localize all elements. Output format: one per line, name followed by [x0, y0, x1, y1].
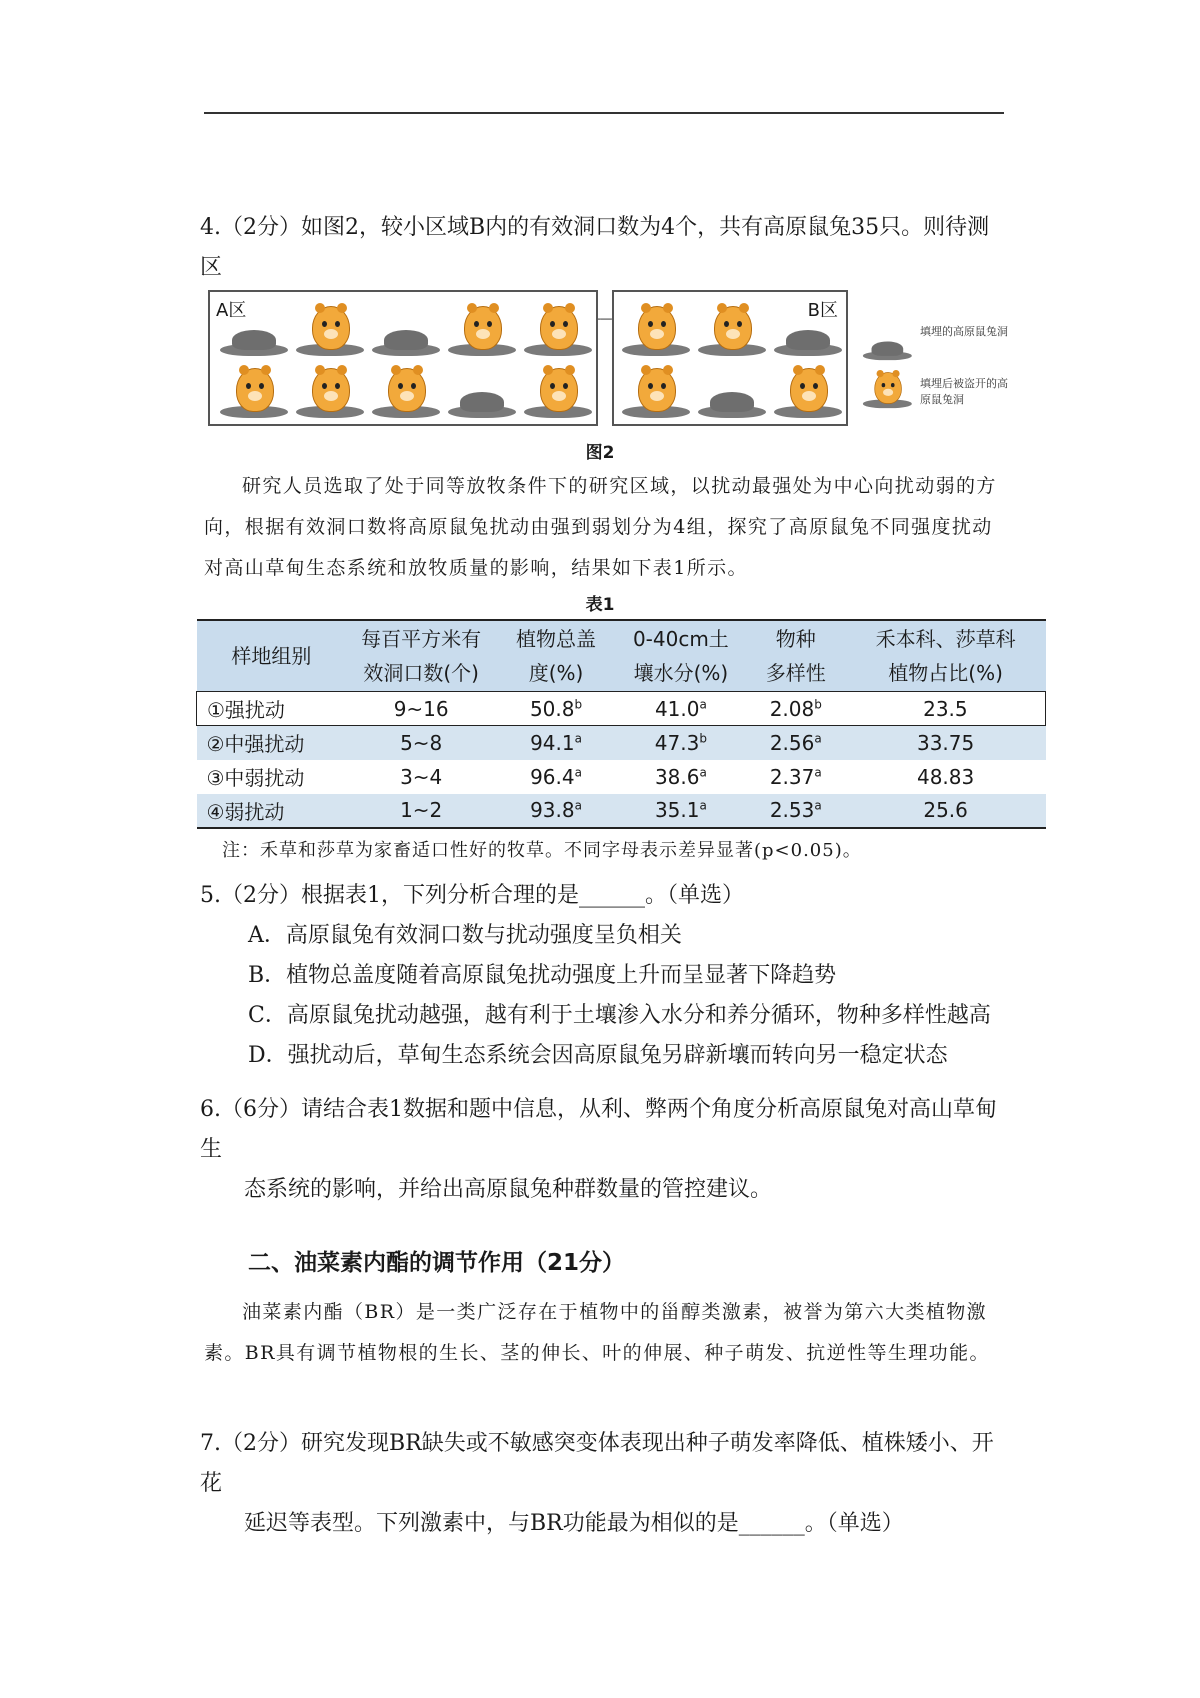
gopher-icon — [770, 360, 846, 420]
table-header-row — [197, 620, 1046, 692]
question-6-line2: 态系统的影响，并给出高原鼠兔种群数量的管控建议。 — [244, 1177, 773, 1202]
table1 — [196, 619, 1046, 829]
cell-ratio: 48.83 — [916, 764, 975, 789]
header-rule — [204, 112, 1004, 114]
cell-diversity: 2.53$^a$ — [769, 798, 822, 822]
gopher-icon — [292, 298, 368, 358]
question-7 — [200, 1424, 1010, 1544]
question-6 — [200, 1090, 1010, 1210]
cell-holes: 9~16 — [393, 696, 449, 721]
legend-reopened-hole — [860, 368, 1020, 418]
header-diversity: 物种 多样性 — [746, 620, 846, 692]
header-cover: 植物总盖 度(%) — [496, 620, 616, 692]
table-row — [197, 794, 1046, 828]
cell-ratio: 23.5 — [923, 696, 968, 721]
figure2-region-a — [208, 290, 598, 426]
gopher-icon — [368, 360, 444, 420]
table1-note: 注：禾草和莎草为家畜适口性好的牧草。不同字母表示差异显著(p<0.05)。 — [222, 840, 862, 861]
cell-water: 47.3$^b$ — [654, 730, 707, 755]
filled-hole-icon — [368, 298, 444, 358]
cell-diversity: 2.08$^b$ — [769, 696, 822, 721]
gopher-icon — [520, 360, 596, 420]
gopher-icon — [520, 298, 596, 358]
cell-ratio: 25.6 — [923, 798, 968, 822]
filled-hole-icon — [770, 298, 846, 358]
legend-filled-hole-label: 填埋的高原鼠兔洞 — [920, 325, 1008, 338]
legend-filled-hole — [860, 316, 1020, 366]
cell-cover: 94.1$^a$ — [530, 730, 582, 755]
gopher-icon — [618, 360, 694, 420]
cell-water: 41.0$^a$ — [654, 696, 707, 721]
filled-hole-icon — [860, 318, 915, 361]
cell-cover: 93.8$^a$ — [530, 798, 582, 822]
filled-hole-icon — [444, 360, 520, 420]
cell-group: ①强扰动 — [207, 698, 285, 722]
question-5-stem: 5.（2分）根据表1，下列分析合理的是______。（单选） — [200, 883, 744, 908]
question-5-option-c: C．高原鼠兔扰动越强，越有利于土壤渗入水分和养分循环，物种多样性越高 — [248, 1003, 991, 1028]
table1-caption: 表1 — [585, 595, 615, 615]
question-6-line1: 6.（6分）请结合表1数据和题中信息，从利、弊两个角度分析高原鼠兔对高山草甸生 — [200, 1097, 997, 1162]
question-5-option-d: D．强扰动后，草甸生态系统会因高原鼠兔另辟新壤而转向另一稳定状态 — [248, 1043, 948, 1068]
cell-group: ④弱扰动 — [206, 799, 285, 824]
gopher-icon — [618, 298, 694, 358]
cell-holes: 5~8 — [400, 730, 443, 755]
figure2-caption: 图2 — [585, 443, 615, 463]
gopher-icon — [694, 298, 770, 358]
cell-ratio: 33.75 — [916, 730, 975, 755]
filled-hole-icon — [694, 360, 770, 420]
gopher-icon — [860, 366, 915, 409]
region-b-label: B区 — [807, 300, 838, 321]
cell-water: 35.1$^a$ — [654, 798, 707, 822]
header-water: 0-40cm土 壤水分(%) — [616, 620, 746, 692]
cell-group: ②中强扰动 — [206, 732, 305, 757]
header-group: 样地组别 — [197, 620, 347, 692]
section-2-intro: 油菜素内酯（BR）是一类广泛存在于植物中的甾醇类激素，被誉为第六大类植物激素。BR具有调节植物根的生长、茎的伸长、叶的伸展、种子萌发、抗逆性等生理功能。 — [204, 1301, 990, 1364]
cell-diversity: 2.37$^a$ — [769, 764, 822, 789]
legend-reopened-hole-label: 填埋后被盗开的高原鼠兔洞 — [920, 377, 1008, 406]
gopher-icon — [292, 360, 368, 420]
gopher-icon — [216, 360, 292, 420]
question-5-option-b: B．植物总盖度随着高原鼠兔扰动强度上升而呈显著下降趋势 — [248, 963, 837, 988]
study-intro-paragraph: 研究人员选取了处于同等放牧条件下的研究区域，以扰动最强处为中心向扰动弱的方向，根据有效洞口数将高原鼠兔扰动由强到弱划分为4组，探究了高原鼠兔不同强度扰动对高山草甸生态系统和放牧质量的影响，结果如下表1所示。 — [204, 475, 997, 579]
cell-holes: 3~4 — [400, 764, 443, 789]
figure2-region-b — [612, 290, 848, 426]
cell-cover: 50.8$^b$ — [529, 696, 583, 721]
cell-cover: 96.4$^a$ — [530, 764, 582, 789]
header-holes: 每百平方米有 效洞口数(个) — [346, 620, 496, 692]
question-5 — [200, 876, 1010, 1076]
question-4-line1: 4.（2分）如图2，较小区域B内的有效洞口数为4个，共有高原鼠兔35只。则待测区 — [200, 215, 990, 280]
table-row — [197, 692, 1046, 726]
cell-water: 38.6$^a$ — [654, 764, 707, 789]
question-7-line1: 7.（2分）研究发现BR缺失或不敏感突变体表现出种子萌发率降低、植株矮小、开花 — [200, 1431, 994, 1496]
section-2-title: 二、油菜素内酯的调节作用（21分） — [248, 1250, 626, 1276]
question-7-line2: 延迟等表型。下列激素中，与BR功能最为相似的是______。（单选） — [244, 1511, 904, 1536]
cell-diversity: 2.56$^a$ — [769, 730, 822, 755]
table-row — [197, 726, 1046, 760]
region-a-label: A区 — [216, 300, 247, 321]
filled-hole-icon — [216, 298, 292, 358]
header-ratio: 禾本科、莎草科 植物占比(%) — [846, 620, 1046, 692]
gopher-icon — [444, 298, 520, 358]
cell-group: ③中弱扰动 — [206, 766, 305, 790]
table-row — [197, 760, 1046, 794]
question-5-option-a: A．高原鼠兔有效洞口数与扰动强度呈负相关 — [248, 923, 682, 948]
cell-holes: 1~2 — [400, 798, 443, 822]
